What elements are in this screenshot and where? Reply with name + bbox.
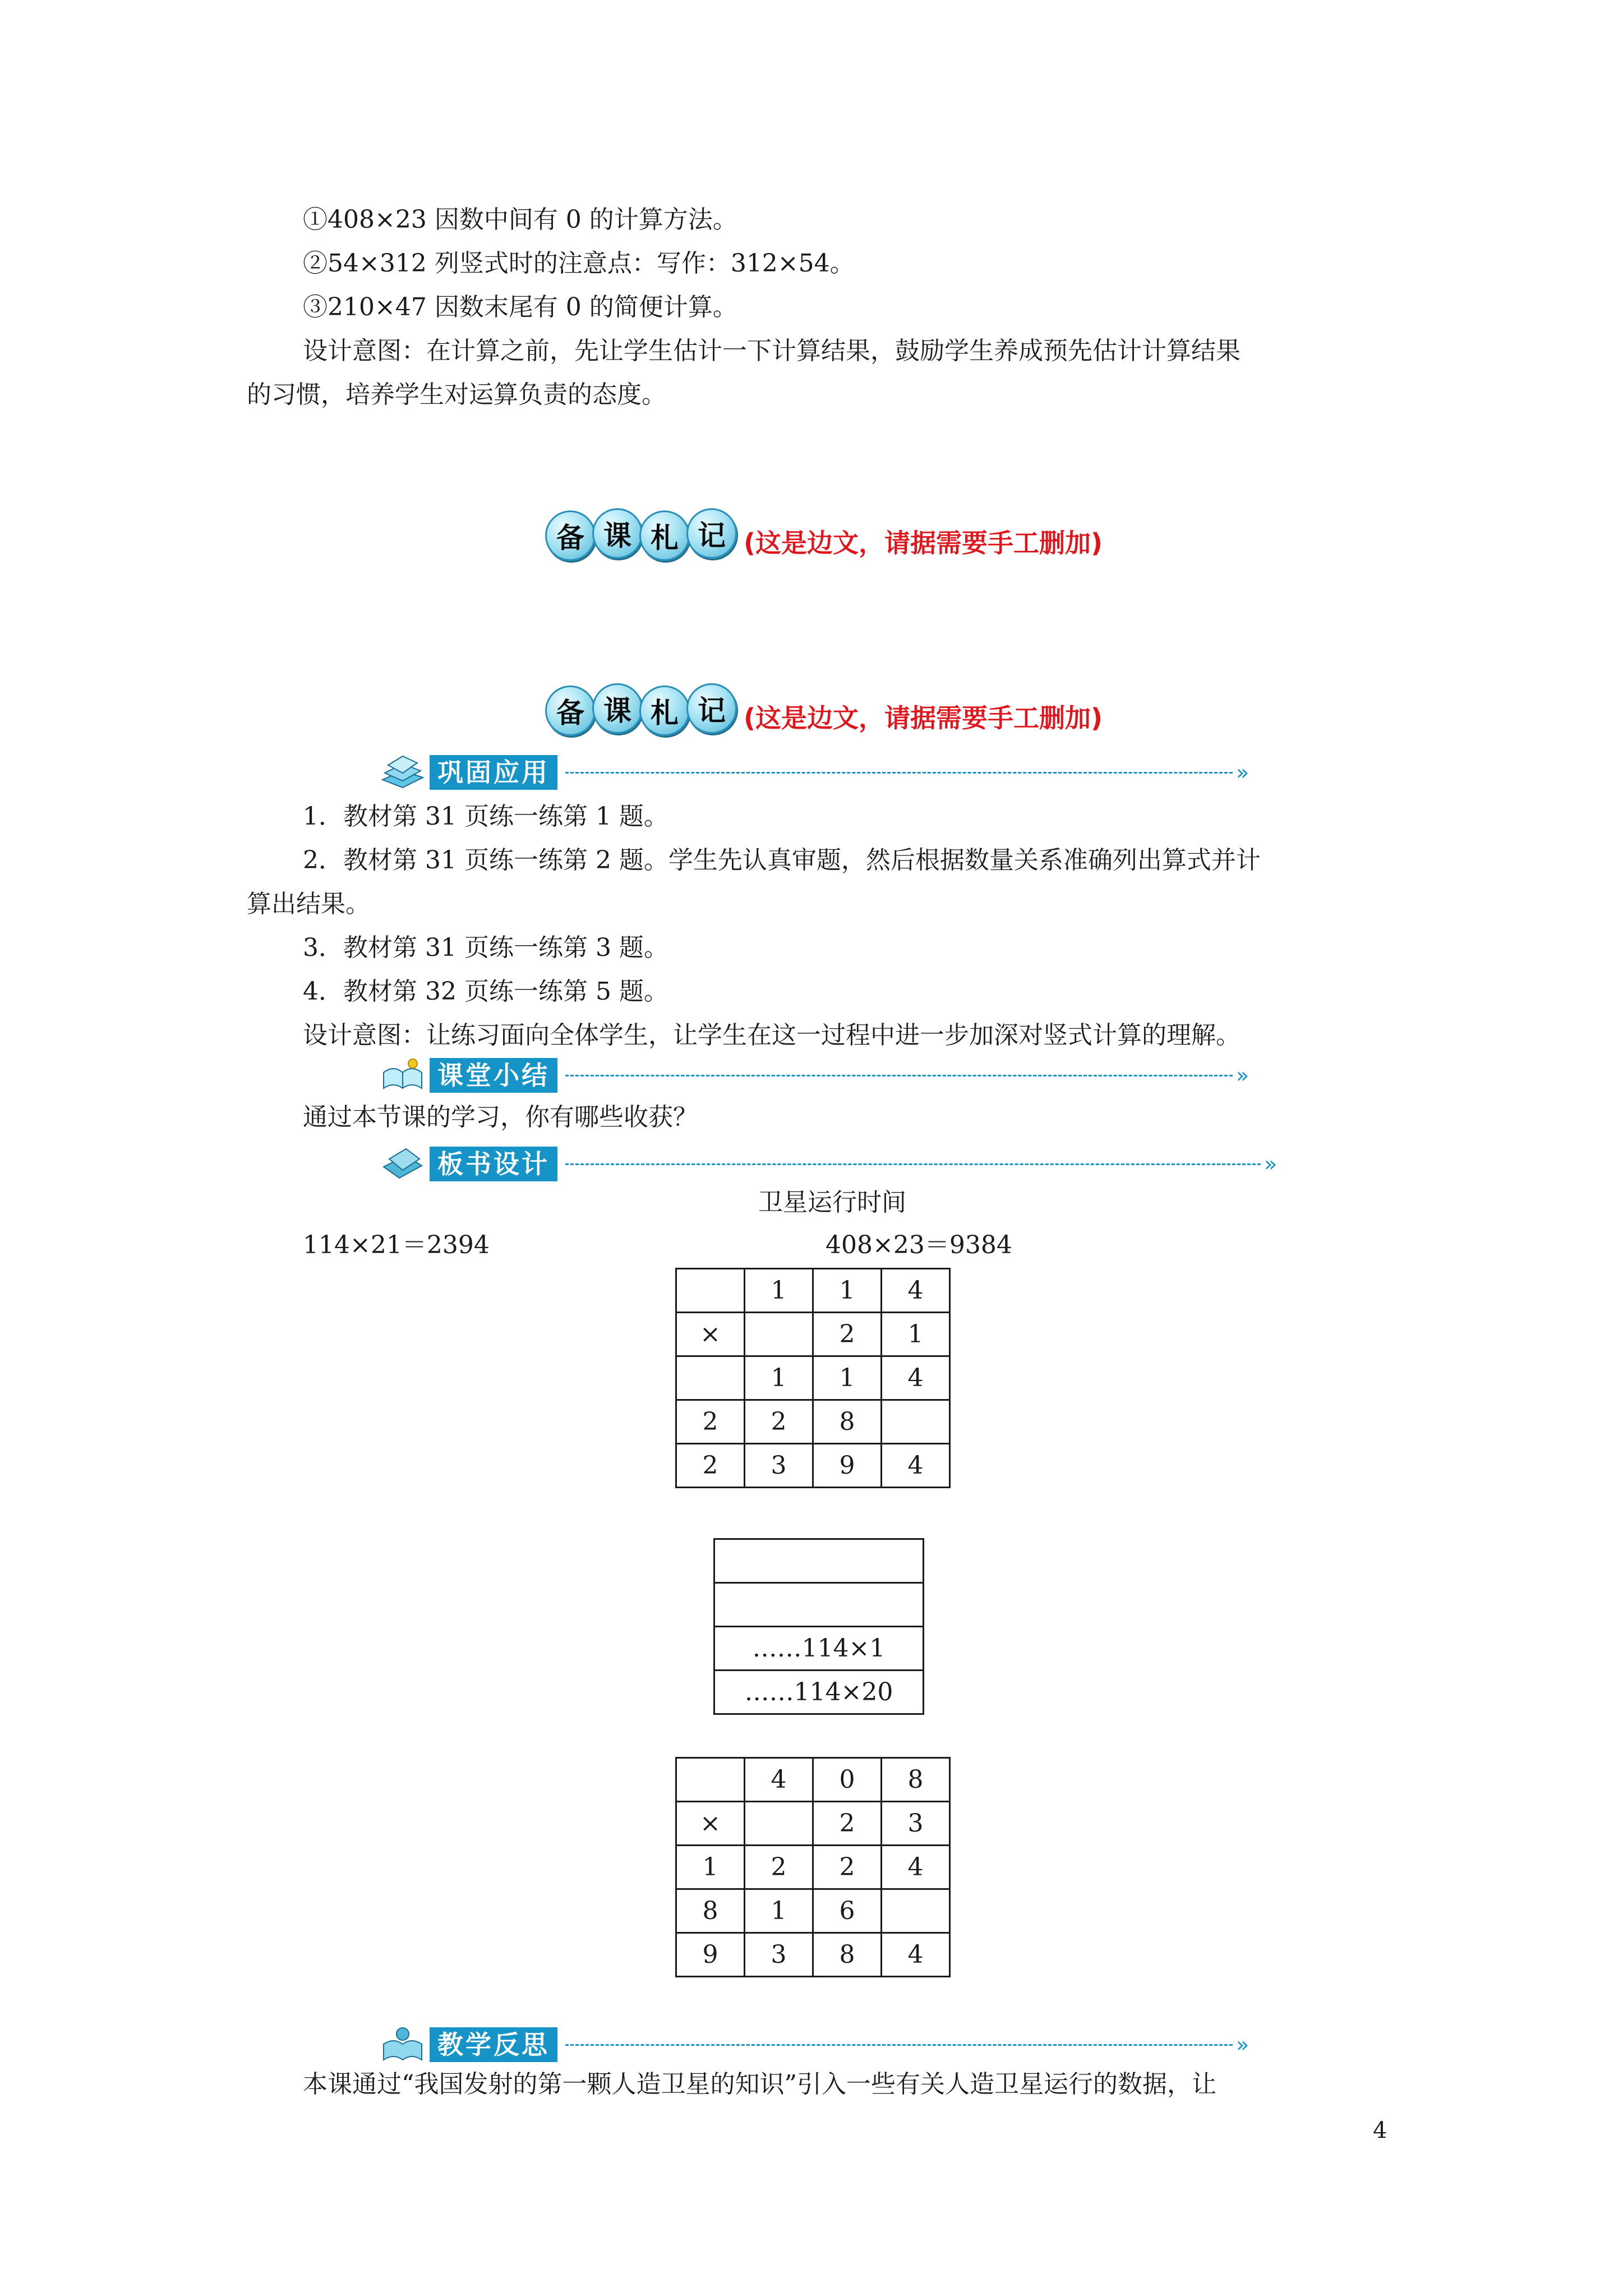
grid-cell: 1 xyxy=(745,1889,813,1933)
multiplication-grid-408x23 xyxy=(675,1757,951,1977)
grid-cell: 2 xyxy=(745,1400,813,1444)
grid-cell: 8 xyxy=(676,1889,745,1933)
grid-cell: ……114×20 xyxy=(714,1671,924,1714)
grid-cell xyxy=(882,1400,950,1444)
consolidate-item-4: 4．教材第 32 页练一练第 5 题。 xyxy=(303,977,668,1006)
table-row xyxy=(676,1400,950,1444)
text-line-3: ③210×47 因数末尾有 0 的简便计算。 xyxy=(303,293,737,321)
grid-cell xyxy=(676,1269,745,1313)
section-label-reflection: 教学反思 xyxy=(430,2027,557,2062)
badge-char: 记 xyxy=(686,508,737,559)
double-chevron-icon: » xyxy=(1236,1063,1249,1088)
grid-cell: 2 xyxy=(676,1400,745,1444)
table-row xyxy=(676,1802,950,1846)
consolidate-item-3: 3．教材第 31 页练一练第 3 题。 xyxy=(303,933,668,962)
badge-char: 札 xyxy=(639,685,690,736)
grid-cell: × xyxy=(676,1802,745,1846)
section-label-consolidate: 巩固应用 xyxy=(430,755,557,790)
book-stack-icon xyxy=(380,753,425,792)
table-row xyxy=(676,1933,950,1977)
grid-cell: × xyxy=(676,1313,745,1356)
table-row xyxy=(676,1846,950,1889)
board-title: 卫星运行时间 xyxy=(758,1188,906,1217)
section-header-board xyxy=(380,1144,1277,1184)
grid-cell: 1 xyxy=(813,1356,882,1400)
grid-cell xyxy=(676,1356,745,1400)
grid-cell: 9 xyxy=(813,1444,882,1488)
side-note-badge-1 xyxy=(545,510,1103,561)
grid-cell: 9 xyxy=(676,1933,745,1977)
reading-person-icon xyxy=(380,2025,425,2064)
section-header-reflection xyxy=(380,2025,1249,2064)
badge-char: 备 xyxy=(545,685,596,736)
section-divider xyxy=(565,2044,1233,2046)
summary-question: 通过本节课的学习，你有哪些收获？ xyxy=(303,1103,698,1131)
grid-cell: 3 xyxy=(882,1802,950,1846)
grid-cell: 1 xyxy=(813,1269,882,1313)
text-line-2: ②54×312 列竖式时的注意点：写作：312×54。 xyxy=(303,249,855,278)
grid-cell: 4 xyxy=(882,1269,950,1313)
grid-cell: 4 xyxy=(882,1846,950,1889)
grid-cell: 4 xyxy=(882,1444,950,1488)
design-intent-line-1: 设计意图：在计算之前，先让学生估计一下计算结果，鼓励学生养成预先估计计算结果 xyxy=(303,337,1241,365)
grid-cell: 4 xyxy=(882,1933,950,1977)
grid-cell xyxy=(745,1313,813,1356)
grid-cell: 0 xyxy=(813,1758,882,1802)
badge-char: 备 xyxy=(545,510,596,561)
grid-cell: 6 xyxy=(813,1889,882,1933)
table-row xyxy=(676,1269,950,1313)
grid-cell xyxy=(714,1583,924,1627)
books-icon xyxy=(380,1144,425,1184)
grid-cell xyxy=(714,1539,924,1583)
section-header-consolidate xyxy=(380,753,1249,792)
reflection-text: 本课通过“我国发射的第一颗人造卫星的知识”引入一些有关人造卫星运行的数据，让 xyxy=(303,2070,1216,2099)
table-row xyxy=(676,1356,950,1400)
side-note-text: (这是边文，请据需要手工删加) xyxy=(744,703,1103,733)
grid-cell: 1 xyxy=(745,1269,813,1313)
consolidate-item-1: 1．教材第 31 页练一练第 1 题。 xyxy=(303,802,668,831)
table-row xyxy=(714,1671,924,1714)
side-note-text: (这是边文，请据需要手工删加) xyxy=(744,528,1103,558)
table-row xyxy=(676,1444,950,1488)
grid-cell: 1 xyxy=(882,1313,950,1356)
grid-cell xyxy=(676,1758,745,1802)
section-divider xyxy=(565,1163,1261,1165)
table-row xyxy=(676,1758,950,1802)
multiplication-grid-114x21 xyxy=(675,1268,951,1488)
table-row xyxy=(714,1627,924,1671)
grid-cell: 8 xyxy=(813,1933,882,1977)
badge-char: 课 xyxy=(592,683,643,734)
grid-cell: 2 xyxy=(813,1802,882,1846)
table-row xyxy=(676,1889,950,1933)
text-line-1: ①408×23 因数中间有 0 的计算方法。 xyxy=(303,205,737,234)
table-row xyxy=(714,1583,924,1627)
grid-cell: 1 xyxy=(745,1356,813,1400)
board-equation-left: 114×21＝2394 xyxy=(303,1231,490,1259)
table-row xyxy=(714,1539,924,1583)
consolidate-item-2-cont: 算出结果。 xyxy=(247,890,370,918)
double-chevron-icon: » xyxy=(1236,760,1249,785)
grid-cell: 4 xyxy=(745,1758,813,1802)
grid-cell: 3 xyxy=(745,1444,813,1488)
grid-cell: 4 xyxy=(882,1356,950,1400)
consolidate-item-2: 2．教材第 31 页练一练第 2 题。学生先认真审题，然后根据数量关系准确列出算式并计 xyxy=(303,846,1261,875)
badge-char: 课 xyxy=(592,508,643,559)
grid-cell: 2 xyxy=(813,1313,882,1356)
double-chevron-icon: » xyxy=(1236,2032,1249,2057)
table-row xyxy=(676,1313,950,1356)
grid-cell: ……114×1 xyxy=(714,1627,924,1671)
section-divider xyxy=(565,772,1233,774)
double-chevron-icon: » xyxy=(1264,1152,1278,1176)
badge-char: 札 xyxy=(639,510,690,561)
section-label-summary: 课堂小结 xyxy=(430,1058,557,1093)
grid-cell: 2 xyxy=(745,1846,813,1889)
badge-char: 记 xyxy=(686,683,737,734)
grid-cell: 3 xyxy=(745,1933,813,1977)
partial-products-table xyxy=(713,1538,924,1715)
grid-cell xyxy=(745,1802,813,1846)
open-book-icon xyxy=(380,1056,425,1095)
board-equation-right: 408×23＝9384 xyxy=(826,1231,1012,1259)
grid-cell xyxy=(882,1889,950,1933)
section-divider xyxy=(565,1075,1233,1076)
section-header-summary xyxy=(380,1056,1249,1095)
side-note-badge-2 xyxy=(545,685,1103,736)
grid-cell: 2 xyxy=(676,1444,745,1488)
grid-cell: 2 xyxy=(813,1846,882,1889)
page-number: 4 xyxy=(1373,2118,1387,2143)
grid-cell: 1 xyxy=(676,1846,745,1889)
section-label-board: 板书设计 xyxy=(430,1147,557,1181)
grid-cell: 8 xyxy=(813,1400,882,1444)
grid-cell: 8 xyxy=(882,1758,950,1802)
consolidate-design-intent: 设计意图：让练习面向全体学生，让学生在这一过程中进一步加深对竖式计算的理解。 xyxy=(303,1021,1241,1050)
design-intent-line-2: 的习惯，培养学生对运算负责的态度。 xyxy=(247,380,666,409)
